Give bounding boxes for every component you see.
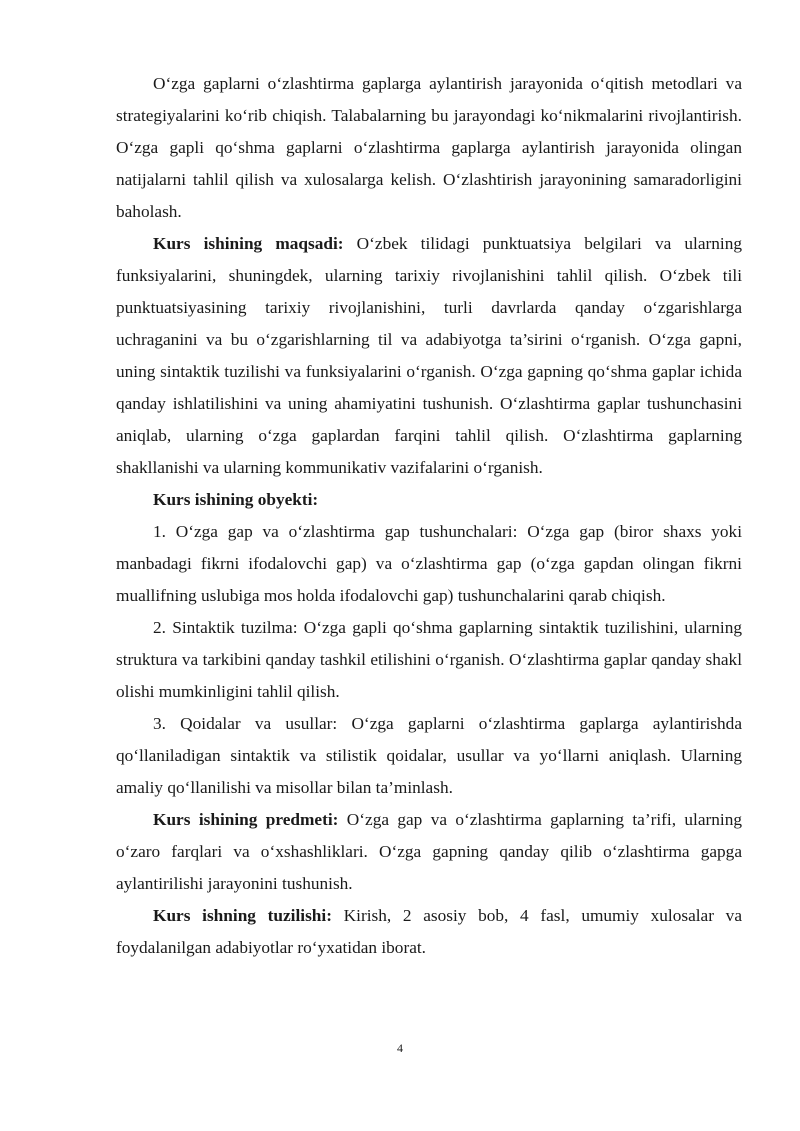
paragraph-methods: [116, 68, 742, 228]
paragraph-object-item-2: [116, 612, 742, 708]
paragraph-lead: Kurs ishining obyekti:: [153, 490, 319, 509]
paragraph-object-item-1: [116, 516, 742, 612]
paragraph-lead: Kurs ishining maqsadi:: [153, 234, 344, 253]
paragraph-text: Kirish, 2 asosiy bob, 4 fasl, umumiy xulosalar va foydalanilgan adabiyotlar ro‘yxatidan iborat.: [116, 906, 742, 957]
document-page: [116, 68, 742, 964]
paragraph-structure: [116, 900, 742, 964]
paragraph-text: 1. O‘zga gap va o‘zlashtirma gap tushunchalari: O‘zga gap (biror shaxs yoki manbadagi fikrni ifodalovchi gap) va o‘zlashtirma gap (o‘zga gapdan olingan fikrni muallifning uslubiga mos holda ifodalovchi gap) tushunchalarini qarab chiqish.: [116, 522, 742, 605]
paragraph-lead: Kurs ishning tuzilishi:: [153, 906, 332, 925]
paragraph-text: O‘zga gaplarni o‘zlashtirma gaplarga aylantirish jarayonida o‘qitish metodlari va strategiyalarini ko‘rib chiqish. Talabalarning bu jarayondagi ko‘nikmalarini rivojlantirish. O‘zga gapli qo‘shma gaplarni o‘zlashtirma gaplarga aylantirish jarayonida olingan natijalarni tahlil qilish va xulosalarga kelish. O‘zlashtirish jarayonining samaradorligini baholash.: [116, 74, 742, 221]
page-number: 4: [397, 1041, 403, 1055]
paragraph-subject: [116, 804, 742, 900]
paragraph-object-item-3: [116, 708, 742, 804]
paragraph-lead: Kurs ishining predmeti:: [153, 810, 339, 829]
paragraph-text: O‘zbek tilidagi punktuatsiya belgilari va ularning funksiyalarini, shuningdek, ularning tarixiy rivojlanishini tahlil qilish. O‘zbek tili punktuatsiyasining tarixiy rivojlanishini, turli davrlarda qanday o‘zgarishlarga uchraganini va bu o‘zgarishlarning til va adabiyotga ta’sirini o‘rganish. O‘zga gapni, uning sintaktik tuzilishi va funksiyalarini o‘rganish. O‘zga gapning qo‘shma gaplar ichida qanday ishlatilishini va uning ahamiyatini tushunish. O‘zlashtirma gaplar tushunchasini aniqlab, ularning o‘zga gaplardan farqini tahlil qilish. O‘zlashtirma gaplarning shakllanishi va ularning kommunikativ vazifalarini o‘rganish.: [116, 234, 742, 477]
paragraph-text: O‘zga gap va o‘zlashtirma gaplarning ta’rifi, ularning o‘zaro farqlari va o‘xshashliklari. O‘zga gapning qanday qilib o‘zlashtirma gapga aylantirilishi jarayonini tushunish.: [116, 810, 742, 893]
paragraph-object-heading: [116, 484, 742, 516]
paragraph-text: 2. Sintaktik tuzilma: O‘zga gapli qo‘shma gaplarning sintaktik tuzilishini, ularning struktura va tarkibini qanday tashkil etilishini o‘rganish. O‘zlashtirma gaplar qanday shakl olishi mumkinligini tahlil qilish.: [116, 618, 742, 701]
paragraph-text: 3. Qoidalar va usullar: O‘zga gaplarni o‘zlashtirma gaplarga aylantirishda qo‘llaniladigan sintaktik va stilistik qoidalar, usullar va yo‘llarni aniqlash. Ularning amaliy qo‘llanilishi va misollar bilan ta’minlash.: [116, 714, 742, 797]
paragraph-goal: [116, 228, 742, 484]
